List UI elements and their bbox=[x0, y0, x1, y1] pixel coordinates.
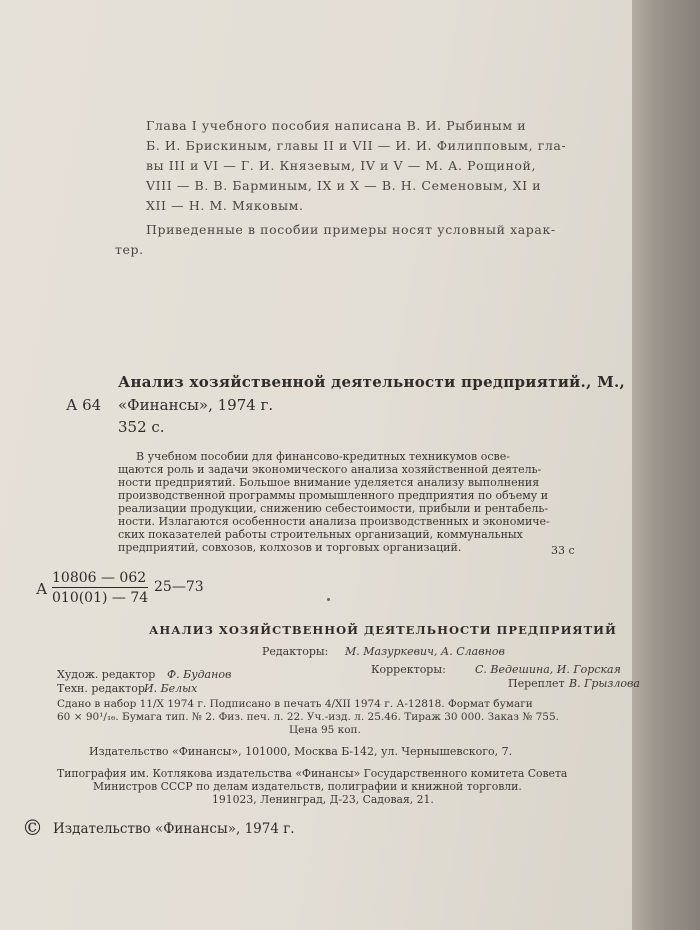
print-info-line: Сдано в набор 11/X 1974 г. Подписано в печать 4/XII 1974 г. А-12818. Формат бумаги bbox=[57, 698, 533, 710]
editors-names: М. Мазуркевич, А. Славнов bbox=[345, 645, 505, 658]
binding-name: В. Грызлова bbox=[569, 677, 640, 690]
annotation-line: В учебном пособии для финансово-кредитных техникумов осве- bbox=[136, 450, 510, 463]
copyright-icon: © bbox=[22, 816, 43, 840]
print-price: Цена 95 коп. bbox=[289, 724, 361, 736]
publisher-address: Издательство «Финансы», 101000, Москва Б-142, ул. Чернышевского, 7. bbox=[89, 745, 513, 758]
credits-line: VIII — В. В. Барминым, IX и X — В. Н. Семеновым, XI и bbox=[146, 178, 542, 193]
printer-line: 191023, Ленинград, Д-23, Садовая, 21. bbox=[212, 793, 434, 806]
index-numerator: 10806 — 062 bbox=[52, 570, 147, 586]
tech-editor-label: Техн. редактор bbox=[57, 682, 145, 695]
index-letter: А bbox=[36, 580, 48, 598]
credits-note-line: тер. bbox=[115, 242, 144, 257]
credits-line: Глава I учебного пособия написана В. И. Рыбиным и bbox=[146, 118, 527, 133]
catalog-code: А 64 bbox=[66, 396, 102, 414]
catalog-publisher: «Финансы», 1974 г. bbox=[118, 396, 274, 414]
art-editor-name: Ф. Буданов bbox=[167, 668, 232, 681]
art-editor-label: Худож. редактор bbox=[57, 668, 156, 681]
credits-line: вы III и VI — Г. И. Князевым, IV и V — М. А. Рощиной, bbox=[146, 158, 537, 173]
printer-line: Типография им. Котлякова издательства «Финансы» Государственного комитета Совета bbox=[57, 767, 568, 780]
credits-note-line: Приведенные в пособии примеры носят условный харак- bbox=[146, 222, 556, 237]
catalog-title-bold: Анализ хозяйственной деятельности предприятий., М., bbox=[118, 373, 626, 391]
tech-editor-name: И. Белых bbox=[144, 682, 198, 695]
print-dot bbox=[327, 598, 330, 601]
annotation-line: ности предприятий. Большое внимание уделяется анализу выполнения bbox=[118, 476, 540, 489]
classification-code: 33 с bbox=[551, 544, 575, 557]
editors-label: Редакторы: bbox=[262, 645, 329, 658]
index-suffix: 25—73 bbox=[154, 579, 204, 595]
catalog-title bbox=[118, 373, 625, 391]
credits-line: Б. И. Брискиным, главы II и VII — И. И. Филипповым, гла- bbox=[146, 138, 567, 153]
print-info-line: 60 × 90¹/₁₆. Бумага тип. № 2. Физ. печ. л. 22. Уч.-изд. л. 25.46. Тираж 30 000. Заказ № 755. bbox=[57, 711, 559, 723]
binding-label: Переплет bbox=[508, 677, 565, 690]
page-shadow bbox=[632, 0, 700, 930]
index-denominator: 010(01) — 74 bbox=[52, 590, 149, 606]
annotation-line: ских показателей работы строительных организаций, коммунальных bbox=[118, 528, 523, 541]
credits-line: XII — Н. М. Мяковым. bbox=[146, 198, 304, 213]
annotation-line: реализации продукции, снижению себестоимости, прибыли и рентабель- bbox=[118, 502, 549, 515]
proofreaders-label: Корректоры: bbox=[371, 663, 446, 676]
printer-line: Министров СССР по делам издательств, полиграфии и книжной торговли. bbox=[93, 780, 522, 793]
annotation-line: щаются роль и задачи экономического анализа хозяйственной деятель- bbox=[118, 463, 542, 476]
proofreaders-names: С. Ведешина, И. Горская bbox=[475, 663, 621, 676]
annotation-line: производственной программы промышленного предприятия по объему и bbox=[118, 489, 549, 502]
annotation-line: предприятий, совхозов, колхозов и торговых организаций. bbox=[118, 541, 462, 554]
annotation-line: ности. Излагаются особенности анализа производственных и экономиче- bbox=[118, 515, 550, 528]
catalog-pages: 352 с. bbox=[118, 418, 165, 436]
book-title: АНАЛИЗ ХОЗЯЙСТВЕННОЙ ДЕЯТЕЛЬНОСТИ ПРЕДПРИЯТИЙ bbox=[149, 623, 617, 637]
copyright-text: Издательство «Финансы», 1974 г. bbox=[53, 821, 295, 837]
